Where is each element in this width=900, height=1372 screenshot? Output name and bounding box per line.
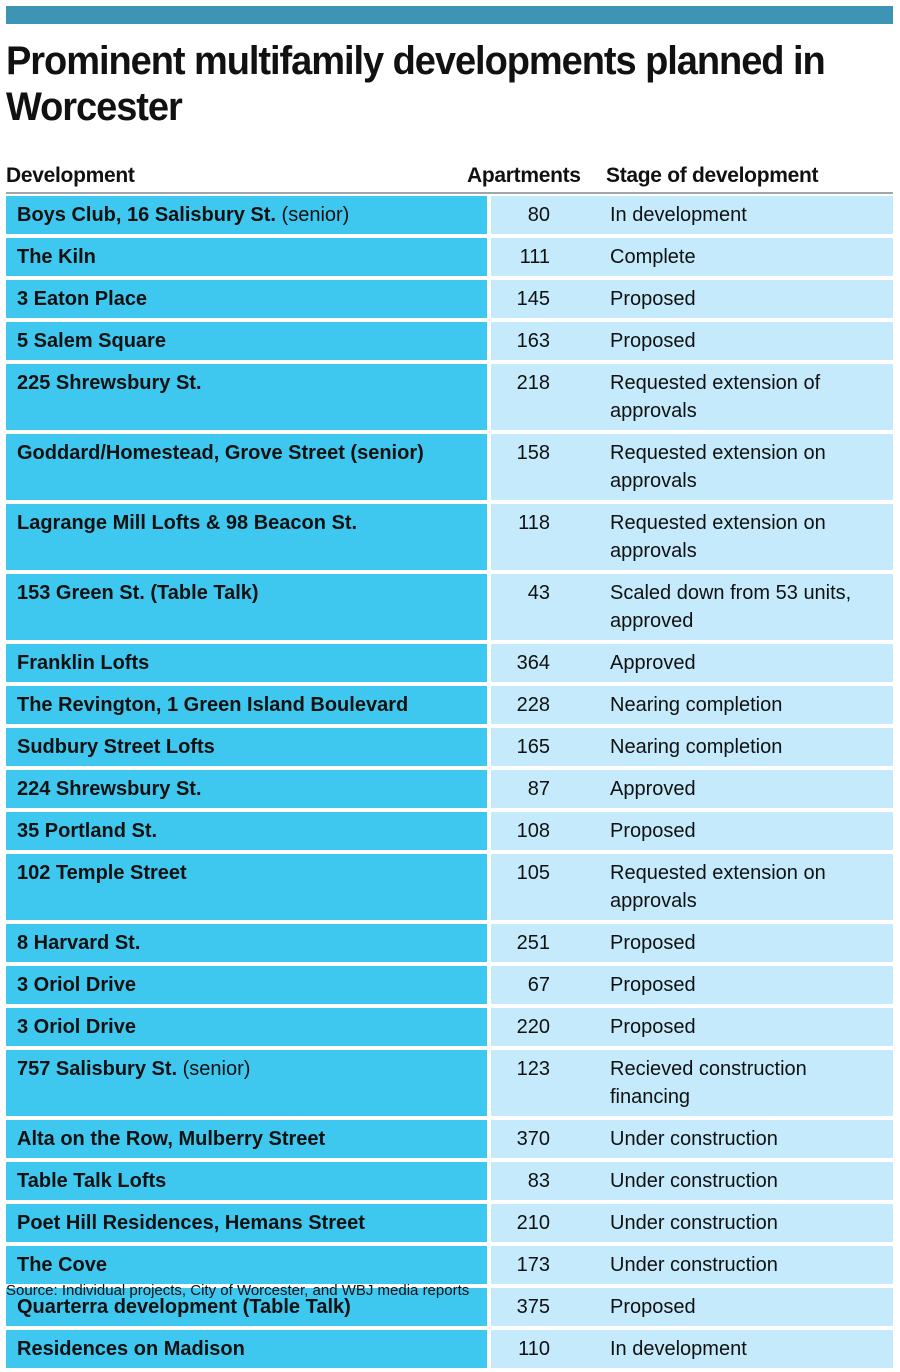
- development-cell: [6, 812, 487, 850]
- development-cell: [6, 1246, 487, 1284]
- development-name: 35 Portland St.: [17, 820, 158, 842]
- apartments-cell: 111: [491, 238, 604, 276]
- stage-cell: Scaled down from 53 units, approved: [604, 574, 893, 640]
- stage-cell: Approved: [604, 644, 893, 682]
- stage-cell: Under construction: [604, 1120, 893, 1158]
- table-row: [6, 1330, 893, 1372]
- table-row: [6, 196, 893, 238]
- development-cell: [6, 238, 487, 276]
- apartments-cell: 364: [491, 644, 604, 682]
- development-cell: [6, 770, 487, 808]
- apartments-cell: 218: [491, 364, 604, 430]
- stage-cell: Proposed: [604, 322, 893, 360]
- stage-cell: In development: [604, 196, 893, 234]
- apartments-cell: 158: [491, 434, 604, 500]
- apartments-cell: 163: [491, 322, 604, 360]
- development-cell: [6, 966, 487, 1004]
- table-header: [6, 160, 893, 194]
- apartments-cell: 251: [491, 924, 604, 962]
- apartments-cell: 67: [491, 966, 604, 1004]
- development-name: Quarterra development (Table Talk): [17, 1296, 351, 1318]
- apartments-cell: 105: [491, 854, 604, 920]
- development-cell: [6, 504, 487, 570]
- development-cell: [6, 196, 487, 234]
- development-name: Franklin Lofts: [17, 652, 150, 674]
- development-name: Boys Club, 16 Salisbury St.: [17, 204, 276, 226]
- development-name: 225 Shrewsbury St.: [17, 372, 202, 394]
- table-row: [6, 1120, 893, 1162]
- apartments-cell: 43: [491, 574, 604, 640]
- development-name: Lagrange Mill Lofts & 98 Beacon St.: [17, 512, 358, 534]
- stage-cell: Requested extension of approvals: [604, 364, 893, 430]
- development-cell: [6, 434, 487, 500]
- table-row: [6, 728, 893, 770]
- development-name: 5 Salem Square: [17, 330, 166, 352]
- top-accent-bar: [6, 6, 893, 24]
- table-row: [6, 770, 893, 812]
- table-row: [6, 1204, 893, 1246]
- apartments-cell: 375: [491, 1288, 604, 1326]
- development-cell: [6, 1050, 487, 1116]
- apartments-cell: 145: [491, 280, 604, 318]
- development-cell: [6, 1162, 487, 1200]
- development-note: (senior): [182, 1058, 251, 1080]
- stage-cell: Under construction: [604, 1162, 893, 1200]
- development-cell: [6, 1330, 487, 1368]
- apartments-cell: 228: [491, 686, 604, 724]
- apartments-cell: 87: [491, 770, 604, 808]
- development-name: 224 Shrewsbury St.: [17, 778, 202, 800]
- stage-cell: In development: [604, 1330, 893, 1368]
- stage-cell: Requested extension on approvals: [604, 854, 893, 920]
- development-name: Poet Hill Residences, Hemans Street: [17, 1212, 365, 1234]
- table-row: [6, 686, 893, 728]
- development-cell: [6, 924, 487, 962]
- apartments-cell: 370: [491, 1120, 604, 1158]
- apartments-cell: 220: [491, 1008, 604, 1046]
- stage-cell: Under construction: [604, 1246, 893, 1284]
- development-name: The Cove: [17, 1254, 108, 1276]
- stage-cell: Approved: [604, 770, 893, 808]
- development-cell: [6, 1204, 487, 1242]
- development-cell: [6, 574, 487, 640]
- apartments-cell: 173: [491, 1246, 604, 1284]
- stage-cell: Requested extension on approvals: [604, 504, 893, 570]
- development-name: Residences on Madison: [17, 1338, 245, 1360]
- table-row: [6, 238, 893, 280]
- development-cell: [6, 280, 487, 318]
- development-name: Goddard/Homestead, Grove Street (senior): [17, 442, 424, 464]
- stage-cell: Proposed: [604, 1008, 893, 1046]
- apartments-cell: 165: [491, 728, 604, 766]
- apartments-cell: 80: [491, 196, 604, 234]
- table-row: [6, 644, 893, 686]
- development-name: The Kiln: [17, 246, 96, 268]
- apartments-cell: 210: [491, 1204, 604, 1242]
- stage-cell: Proposed: [604, 924, 893, 962]
- stage-cell: Proposed: [604, 280, 893, 318]
- stage-cell: Recieved construction financing: [604, 1050, 893, 1116]
- stage-cell: Proposed: [604, 966, 893, 1004]
- stage-cell: Proposed: [604, 1288, 893, 1326]
- development-name: 8 Harvard St.: [17, 932, 141, 954]
- stage-cell: Proposed: [604, 812, 893, 850]
- stage-cell: Nearing completion: [604, 686, 893, 724]
- development-name: Table Talk Lofts: [17, 1170, 167, 1192]
- stage-cell: Under construction: [604, 1204, 893, 1242]
- source-note: Source: Individual projects, City of Worcester, and WBJ media reports: [6, 1282, 470, 1299]
- column-header-development: Development: [6, 164, 135, 187]
- development-cell: [6, 1120, 487, 1158]
- stage-cell: Nearing completion: [604, 728, 893, 766]
- development-cell: [6, 322, 487, 360]
- development-name: 102 Temple Street: [17, 862, 187, 884]
- development-name: 3 Oriol Drive: [17, 974, 136, 996]
- development-cell: [6, 644, 487, 682]
- development-name: 3 Oriol Drive: [17, 1016, 136, 1038]
- table-row: [6, 574, 893, 644]
- development-name: 153 Green St. (Table Talk): [17, 582, 259, 604]
- table-row: [6, 434, 893, 504]
- table-row: [6, 322, 893, 364]
- development-name: Alta on the Row, Mulberry Street: [17, 1128, 326, 1150]
- apartments-cell: 108: [491, 812, 604, 850]
- table-row: [6, 1050, 893, 1120]
- table-body: [6, 196, 893, 1372]
- development-name: Sudbury Street Lofts: [17, 736, 215, 758]
- development-name: The Revington, 1 Green Island Boulevard: [17, 694, 409, 716]
- development-cell: [6, 686, 487, 724]
- development-cell: [6, 1008, 487, 1046]
- development-note: (senior): [281, 204, 350, 226]
- development-name: 3 Eaton Place: [17, 288, 148, 310]
- chart-title: Prominent multifamily developments planned in Worcester: [6, 39, 825, 129]
- column-header-stage: Stage of development: [606, 164, 819, 187]
- development-cell: [6, 364, 487, 430]
- table-row: [6, 280, 893, 322]
- development-name: 757 Salisbury St.: [17, 1058, 178, 1080]
- table-row: [6, 1162, 893, 1204]
- table-row: [6, 812, 893, 854]
- apartments-cell: 110: [491, 1330, 604, 1368]
- table-row: [6, 924, 893, 966]
- column-header-apartments: Apartments: [467, 164, 581, 187]
- table-row: [6, 364, 893, 434]
- table-row: [6, 854, 893, 924]
- table-row: [6, 966, 893, 1008]
- development-cell: [6, 854, 487, 920]
- apartments-cell: 123: [491, 1050, 604, 1116]
- stage-cell: Complete: [604, 238, 893, 276]
- apartments-cell: 118: [491, 504, 604, 570]
- table-row: [6, 1008, 893, 1050]
- stage-cell: Requested extension on approvals: [604, 434, 893, 500]
- apartments-cell: 83: [491, 1162, 604, 1200]
- table-row: [6, 504, 893, 574]
- development-cell: [6, 728, 487, 766]
